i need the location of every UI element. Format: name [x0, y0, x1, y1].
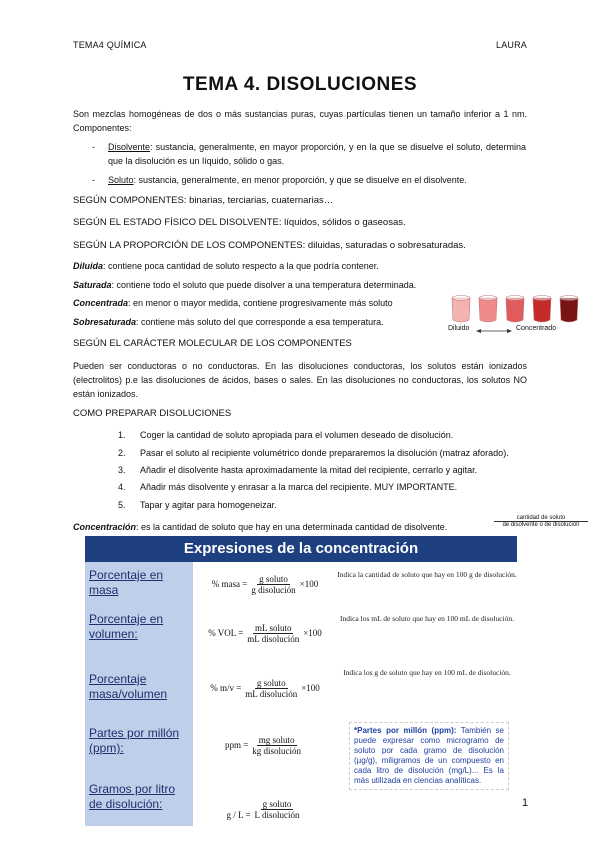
row-label: Porcentaje masa/volumen: [85, 660, 193, 716]
row-label: Gramos por litro de disolución:: [85, 774, 193, 826]
formula-fraction: [245, 623, 301, 644]
row-label: Partes por millón (ppm):: [85, 716, 193, 774]
concentration-table: [85, 536, 517, 826]
prepare-heading: COMO PREPARAR DISOLUCIONES: [73, 408, 232, 419]
formula-mult: ×100: [299, 579, 319, 589]
step-number: 3.: [118, 465, 126, 475]
formula-fraction: [253, 799, 302, 820]
formula-fraction: [250, 735, 303, 756]
formula-num: mg soluto: [258, 734, 295, 745]
bullet-dash: -: [92, 142, 95, 152]
text-saturada: : contiene todo el soluto que puede disolver a una temperatura determinada.: [111, 280, 417, 290]
type-sobresaturada: [73, 315, 384, 329]
row-formula: [195, 660, 335, 716]
row-formula: [195, 774, 335, 826]
row-label: Porcentaje en masa: [85, 562, 193, 606]
step-text: Tapar y agitar para homogeneizar.: [140, 500, 277, 510]
component-solvent: [108, 140, 526, 168]
beaker-icon: [560, 296, 578, 323]
table-title: Expresiones de la concentración: [85, 536, 517, 562]
note-text: También se puede expresar como microgramo de soluto por cada gramo de disolución (µg/g), miligramos de un compuesto en cada litro de disolución (mg/L)... Es la más utilizada en ciencias analíticas.: [354, 726, 505, 785]
page-number: 1: [522, 797, 529, 809]
formula-den: g disolución: [251, 584, 296, 595]
beaker-icon: [533, 296, 551, 323]
formula-mult: ×100: [301, 683, 320, 693]
class-proportion: SEGÚN LA PROPORCIÓN DE LOS COMPONENTES: diluidas, saturadas o sobresaturadas.: [73, 240, 466, 251]
beaker-icon: [452, 296, 470, 323]
dilution-figure: [448, 294, 588, 336]
component-solute: [108, 173, 526, 187]
step-number: 2.: [118, 448, 126, 458]
text-sobresaturada: : contiene más soluto del que corresponde a esa temperatura.: [136, 317, 384, 327]
header-right: LAURA: [496, 40, 528, 50]
formula-mult: ×100: [303, 628, 322, 638]
formula-lhs: % m/v =: [210, 683, 242, 693]
formula-num: g soluto: [256, 677, 286, 688]
bullet-dash: -: [92, 175, 95, 185]
intro-paragraph: Son mezclas homogéneas de dos o más sustancias puras, cuyas partículas tienen un tamaño inferior a 1 nm. Componentes:: [73, 109, 527, 133]
page-title: TEMA 4. DISOLUCIONES: [182, 74, 418, 95]
formula-lhs: g / L =: [226, 810, 251, 820]
note-title: *Partes por millón (ppm):: [354, 726, 457, 735]
text-diluida: : contiene poca cantidad de soluto respecto a la que podría contener.: [103, 261, 379, 271]
row-description: Indica la cantidad de soluto que hay en 100 g de disolución.: [337, 570, 517, 579]
term-diluida: Diluida: [73, 261, 104, 271]
concentration-fraction: [494, 515, 588, 528]
term-concentracion: Concentración: [73, 522, 137, 532]
concentration-definition: [73, 520, 447, 534]
row-label: Porcentaje en volumen:: [85, 606, 193, 660]
term-sobresaturada: Sobresaturada: [73, 317, 137, 327]
row-description: Indica los mL de soluto que hay en 100 mL de disolución.: [340, 614, 514, 623]
text-concentrada: : en menor o mayor medida, contiene progresivamente más soluto: [128, 298, 393, 308]
class-components: SEGÚN COMPONENTES: binarias, terciarias, cuaternarias…: [73, 195, 334, 206]
table-row: [85, 562, 517, 608]
fraction-numerator: cantidad de soluto: [494, 515, 588, 522]
text-soluto: : sustancia, generalmente, en menor proporción, y que se disuelve en el disolvente.: [133, 175, 467, 185]
text-concentracion: : es la cantidad de soluto que hay en una determinada cantidad de disolvente.: [136, 522, 448, 532]
formula-num: mL soluto: [255, 622, 292, 633]
text-disolvente: : sustancia, generalmente, en mayor proporción, y en la que se disuelve el soluto, determina que la disolución es un líquido, sólido o gas.: [108, 142, 526, 166]
row-formula: [195, 716, 335, 774]
step-text: Añadir más disolvente y enrasar a la marca del recipiente. MUY IMPORTANTE.: [140, 482, 458, 492]
step-text: Añadir el disolvente hasta aproximadamente la mitad del recipiente, cerrarlo y agitar.: [140, 465, 478, 475]
formula-den: L disolución: [254, 810, 300, 820]
fraction-denominator: de disolvente o de disolución: [502, 522, 580, 528]
table-row: [85, 660, 517, 718]
ppm-note: [349, 722, 509, 790]
molecular-paragraph: Pueden ser conductoras o no conductoras. En las disoluciones conductoras, los solutos están ionizados (electrolitos) p.e las disoluciones de ácidos, bases o sales. En las disoluciones no conductoras, los solutos NO están ionizados.: [73, 361, 527, 399]
formula-den: kg disolución: [252, 745, 302, 756]
header-left: TEMA4 QUÍMICA: [73, 40, 147, 50]
type-concentrada: [73, 296, 393, 310]
beaker-icon: [506, 296, 524, 323]
step-text: Coger la cantidad de soluto apropiada para el volumen deseado de disolución.: [140, 430, 454, 440]
molecular-heading: SEGÚN EL CARÁCTER MOLECULAR DE LOS COMPONENTES: [73, 338, 352, 349]
term-disolvente: Disolvente: [108, 142, 151, 152]
term-concentrada: Concentrada: [73, 298, 129, 308]
type-diluida: [73, 259, 379, 273]
formula-fraction: [249, 574, 297, 595]
type-saturada: [73, 278, 416, 292]
formula-lhs: ppm =: [224, 740, 249, 750]
term-soluto: Soluto: [108, 175, 134, 185]
formula-num: g soluto: [262, 799, 292, 809]
figure-left-label: Diluido: [448, 325, 470, 332]
formula-fraction: [243, 678, 299, 699]
step-text: Pasar el soluto al recipiente volumétrico donde prepararemos la disolución (matraz aforado).: [140, 448, 509, 458]
step-number: 5.: [118, 500, 126, 510]
beaker-icon: [479, 296, 497, 323]
row-formula: [195, 562, 335, 606]
term-saturada: Saturada: [73, 280, 112, 290]
class-physical-state: SEGÚN EL ESTADO FÍSICO DEL DISOLVENTE: líquidos, sólidos o gaseosas.: [73, 217, 406, 228]
table-row: [85, 606, 517, 662]
formula-lhs: % VOL =: [208, 628, 244, 638]
step-number: 4.: [118, 482, 126, 492]
step-number: 1.: [118, 430, 126, 440]
formula-den: mL disolución: [245, 688, 298, 699]
formula-num: g soluto: [259, 573, 288, 584]
formula-lhs: % masa =: [211, 579, 248, 589]
formula-den: mL disolución: [247, 633, 300, 644]
row-description: Indica los g de soluto que hay en 100 mL de disolución.: [343, 668, 511, 677]
figure-right-label: Concentrado: [516, 325, 557, 332]
row-formula: [195, 606, 335, 660]
